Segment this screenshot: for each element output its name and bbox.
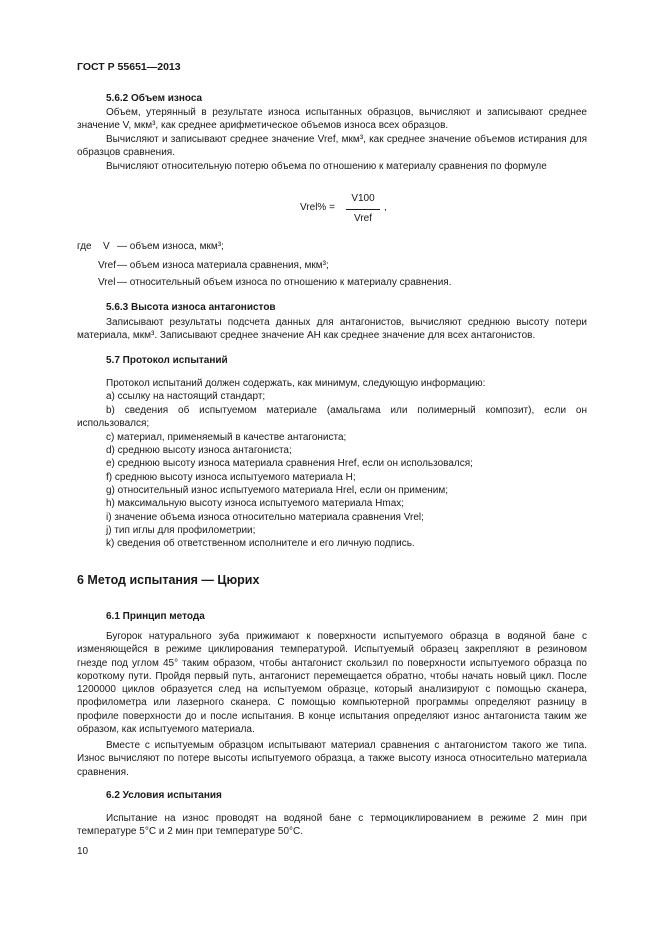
protocol-item: j) тип иглы для профилометрии; <box>106 525 256 536</box>
protocol-item: h) максимальную высоту износа испытуемого материала Hmax; <box>106 498 405 509</box>
protocol-item: d) среднюю высоту износа антагониста; <box>106 445 292 456</box>
page-number: 10 <box>77 846 89 857</box>
fraction-bar <box>346 209 380 210</box>
protocol-item: e) среднюю высоту износа материала сравнения Href, если он использовался; <box>106 458 473 469</box>
section-heading-6-2: 6.2 Условия испытания <box>106 790 222 801</box>
protocol-item: k) сведения об ответственном исполнителе и его личную подпись. <box>106 538 415 549</box>
section-heading-6: 6 Метод испытания — Цюрих <box>77 573 260 587</box>
protocol-item: g) относительный износ испытуемого материала Hrel, если он применим; <box>106 485 449 496</box>
protocol-item: a) ссылку на настоящий стандарт; <box>106 391 266 402</box>
protocol-intro: Протокол испытаний должен содержать, как минимум, следующую информацию: <box>106 378 486 389</box>
protocol-item: b) сведения об испытуемом материале (амальгама или полимерный композит), если он использовался; <box>77 405 587 430</box>
section-heading-5-7: 5.7 Протокол испытаний <box>106 355 228 366</box>
where-text-v: — объем износа, мкм³; <box>117 241 224 252</box>
where-prefix: где <box>77 241 92 252</box>
where-symbol-vref: Vref <box>98 260 116 271</box>
where-symbol-v: V <box>103 241 110 252</box>
paragraph-5-6-2-2: Вычисляют и записывают среднее значение Vref, мкм³, как среднее значение объемов истирания для образцов сравнения. <box>77 134 587 159</box>
section-heading-5-6-3: 5.6.3 Высота износа антагонистов <box>106 302 276 313</box>
formula-tail: , <box>384 202 387 213</box>
formula-vrel <box>300 193 410 233</box>
paragraph-6-1-2: Вместе с испытуемым образцом испытывают материал сравнения с антагонистом такого же типа. Износ вычисляют по потере высоты испытуемого образца, а также высоту износа относительно материала сравнения. <box>77 740 587 778</box>
paragraph-5-6-2-3: Вычисляют относительную потерю объема по отношению к материалу сравнения по формуле <box>106 161 547 172</box>
section-heading-5-6-2: 5.6.2 Объем износа <box>106 93 203 104</box>
formula-numerator: V100 <box>351 193 375 204</box>
protocol-item: c) материал, применяемый в качестве антагониста; <box>106 432 347 443</box>
where-symbol-vrel: Vrel <box>98 277 116 288</box>
paragraph-6-1-1: Бугорок натурального зуба прижимают к поверхности испытуемого образца в водяной бане с изменяющейся в режиме циклирования температурой. Испытуемый образец закрепляют в резиновом гнезде под углом 45° таким образом, чтобы антагонист скользил по поверхности испытуемого образца по короткому пути. Пройдя первый путь, антагонист перемещается обратно, чтобы начать новый цикл. После 1200000 циклов образуется след на испытуемом образце, который анализируют с помощью сканера, профилометра или лазерного сканера. С помощью компьютерной программы определяют разницу в профиле поверхности до и после испытания. В конце испытания определяют износ антагониста таким же образом, как испытуемого материала. <box>77 631 587 736</box>
paragraph-6-2-1: Испытание на износ проводят на водяной бане с термоциклированием в режиме 2 мин при температуре 5°C и 2 мин при температуре 50°C. <box>77 813 587 838</box>
paragraph-5-6-2-1: Объем, утерянный в результате износа испытанных образцов, вычисляют и записывают среднее значение V, мкм³, как среднее арифметическое объемов износа всех образцов. <box>77 107 587 132</box>
section-heading-6-1: 6.1 Принцип метода <box>106 611 205 622</box>
formula-lhs: Vrel% = <box>300 202 335 213</box>
standard-header: ГОСТ Р 55651—2013 <box>77 61 181 73</box>
where-text-vrel: — относительный объем износа по отношению к материалу сравнения. <box>117 277 452 288</box>
protocol-item: f) среднюю высоту износа испытуемого материала H; <box>106 472 356 483</box>
paragraph-5-6-3-1: Записывают результаты подсчета данных для антагонистов, вычисляют среднюю высоту потери материала, мкм³. Записывают среднее значение AH как среднее значение для всех антагонистов. <box>77 317 587 342</box>
formula-denominator: Vref <box>354 213 372 224</box>
protocol-item: i) значение объема износа относительно материала сравнения Vrel; <box>106 512 424 523</box>
where-text-vref: — объем износа материала сравнения, мкм³; <box>117 260 329 271</box>
